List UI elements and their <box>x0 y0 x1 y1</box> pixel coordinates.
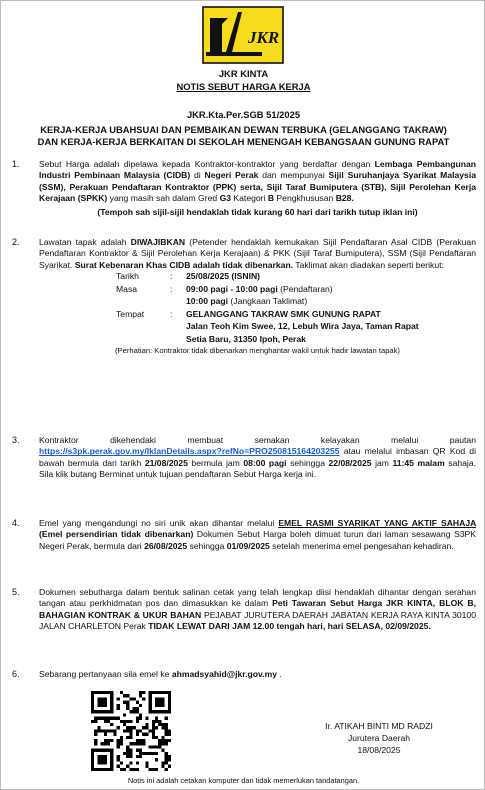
item-number: 6. <box>12 669 20 679</box>
signature-date: 18/08/2025 <box>357 745 401 755</box>
briefing-place-row: Tempat : GELANGGANG TAKRAW SMK GUNUNG RAPAT <box>116 308 381 319</box>
item-3-text: Kontraktor dikehendaki membuat semakan kelayakan melalui pautan https://s3pk.perak.gov.my/IklanDetails.aspx?refNo=PRO250815164203255 atau melalui imbasan QR Kod di bawah bermula dari tarikh 21/08/2025 bermula jam 08:00 pagi sehingga 22/08/2025 jam 11:45 malam sahaja. Sila klik butang Berminat untuk tujuan pendaftaran Sebut Harga kerja ini. <box>39 435 476 480</box>
reference-number: JKR.Kta.Per.SGB 51/2025 <box>186 109 301 120</box>
briefing-place-row-3: Setia Baru, 31350 Ipoh, Perak <box>186 333 306 344</box>
item-1-text: Sebut Harga adalah dipelawa kepada Kontraktor-kontraktor yang berdaftar dengan Lembaga Pembangunan Industri Pembinaan Malaysia (CIDB) di Negeri Perak dan mempunyai Sijil Suruhanjaya Syarikat Malaysia (SSM), Perakuan Pendaftaran Kontraktor (PPK) serta, Sijil Taraf Bumiputera (STB), Sijil Perolehan Kerja Kerajaan (SPKK) yang masih sah dalam Gred G3 Kategori B Pengkhususan B28. (Tempoh sah sijil-sijil hendaklah tidak kurang 60 hari dari tarikh tutup iklan ini) <box>39 159 476 218</box>
briefing-time-row: Masa : 09:00 pagi - 10:00 pagi (Pendaftaran) <box>116 283 333 294</box>
footer-note: Notis ini adalah cetakan komputer dan tidak memerlukan tandatangan. <box>127 776 360 785</box>
signatory-position: Jurutera Daerah <box>347 733 411 743</box>
item-2-text: Lawatan tapak adalah DIWAJIBKAN (Petender hendaklah kemukakan Sijil Pendaftaran Asal CIDB (Perakuan Pendaftaran Kontraktor & Sijil Perolehan Kerja Kerajaan) & PKK (Sijil Taraf Bumiputera), SSM (Sijil Pendaftaran Syarikat. Surat Kebenaran Khas CIDB adalah tidak dibenarkan. Taklimat akan diadakan seperti berikut: Tarikh : 25/08/2025 (ISNIN) Masa : 09:00 pagi - 10:00 pagi (Pendaftaran) 10:00 pagi (Jangkaan Taklimat) Tempat : GELANGGANG TAKRAW SMK GUNUNG RAPAT Jalan Teoh Kim Swee, 12, Lebuh Wira Jaya, Taman Rapat Setia Baru, 31350 Ipoh, Perak (Perhatian: Kontraktor tidak dibenarkan menghantar wakil untuk hadir lawatan tapak) <box>39 237 476 356</box>
item-6-text: Sebarang pertanyaan sila emel ke ahmadsyahid@jkr.gov.my . <box>39 669 282 679</box>
item-4-text: Emel yang mengandungi no siri unik akan dihantar melalui EMEL RASMI SYARIKAT YANG AKTIF SAHAJA (Emel persendirian tidak dibenarkan) Dokumen Sebut Harga boleh dimuat turun dari laman sesawang S3PK Negeri Perak, bermula dari 26/08/2025 sehingga 01/09/2025 setelah menerima emel pengesahan kehadiran. <box>39 518 476 551</box>
work-title-line-2: DAN KERJA-KERJA BERKAITAN DI SEKOLAH MENENGAH KEBANGSAAN GUNUNG RAPAT <box>37 136 450 147</box>
briefing-date-row: Tarikh : 25/08/2025 (ISNIN) <box>116 271 261 282</box>
item-1-note: (Tempoh sah sijil-sijil hendaklah tidak kurang 60 hari dari tarikh tutup iklan ini) <box>97 207 418 218</box>
item-number: 3. <box>12 435 20 445</box>
item-number: 5. <box>12 587 20 597</box>
item-2-note: (Perhatian: Kontraktor tidak dibenarkan menghantar wakil untuk hadir lawatan tapak) <box>115 346 400 356</box>
jkr-logo-icon <box>202 6 284 64</box>
work-title-line-1: KERJA-KERJA UBAHSUAI DAN PEMBAIKAN DEWAN TERBUKA (GELANGGANG TAKRAW) <box>40 124 447 135</box>
contact-email[interactable]: ahmadsyahid@jkr.gov.my <box>171 669 277 679</box>
s3pk-link[interactable]: https://s3pk.perak.gov.my/IklanDetails.aspx?refNo=PRO250815164203255 <box>39 446 340 457</box>
briefing-time-row-2: 10:00 pagi (Jangkaan Taklimat) <box>186 296 308 307</box>
briefing-place-row-2: Jalan Teoh Kim Swee, 12, Lebuh Wira Jaya, Taman Rapat <box>186 321 419 332</box>
signatory-name: Ir. ATIKAH BINTI MD RADZI <box>325 721 433 731</box>
org-name: JKR KINTA <box>218 68 269 79</box>
item-number: 4. <box>12 518 20 528</box>
notice-title: NOTIS SEBUT HARGA KERJA <box>176 81 311 92</box>
qr-code-icon[interactable] <box>91 691 171 771</box>
item-5-text: Dokumen sebutharga dalam bentuk salinan cetak yang telah lengkap diisi hendaklah dihantar dengan serahan tangan atau perkhidmatan pos dan dimasukkan ke dalam Peti Tawaran Sebut Harga JKR KINTA, BLOK B, BAHAGIAN KONTRAK & UKUR BAHAN PEJABAT JURUTERA DAERAH JABATAN KERJA RAYA KINTA 30100 JALAN CHARLETON Perak TIDAK LEWAT DARI JAM 12.00 tengah hari, hari SELASA, 02/09/2025. <box>39 587 476 632</box>
item-number: 2. <box>12 237 20 247</box>
logo-lettering: JKR <box>248 28 280 47</box>
item-number: 1. <box>12 159 20 169</box>
